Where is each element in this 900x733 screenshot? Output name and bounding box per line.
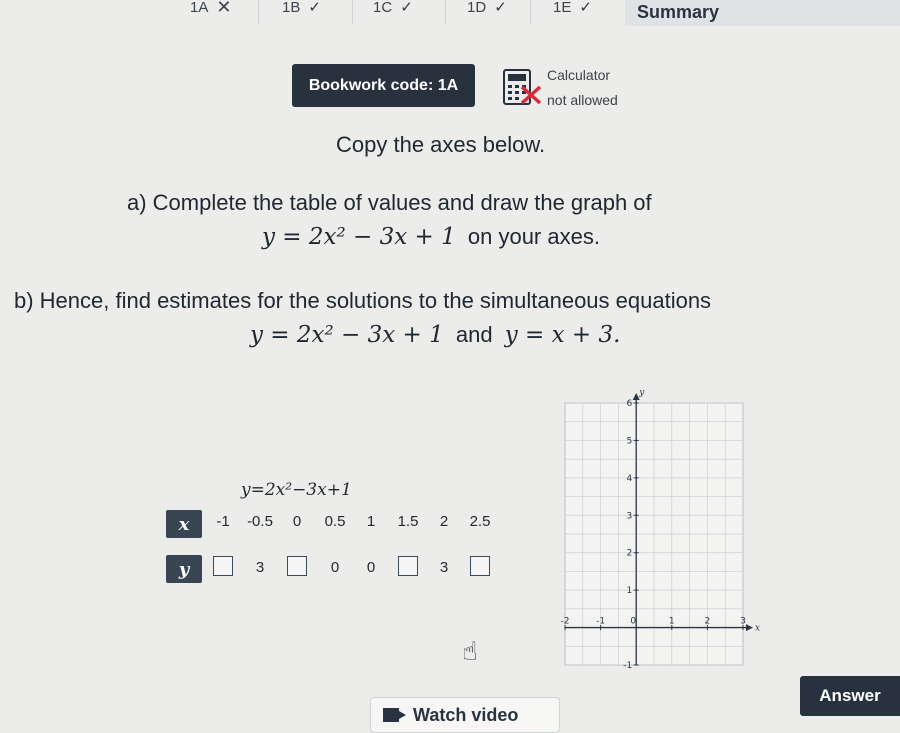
y-tick-label: -1 [623,661,633,671]
part-b-and: and [455,322,493,347]
x-tick-label: 3 [740,616,746,627]
y-value: 3 [439,559,449,576]
tab-1c[interactable] [373,0,413,20]
tab-1d-label: 1D [467,0,487,16]
tab-1a[interactable] [190,0,231,20]
x-tick-label: -2 [560,616,570,627]
tab-strip [0,0,900,24]
check-icon: ✓ [579,0,592,16]
y-answer-box[interactable] [470,556,490,576]
part-a-equation-line [262,224,600,250]
x-axis-label: x [755,623,761,634]
calculator-label: Calculator [547,67,611,83]
y-axis-label: y [639,388,645,398]
y-tick-label: 2 [626,548,633,559]
part-b-text: b) Hence, find estimates for the solutions to the simultaneous equations [14,288,712,313]
bookwork-code: Bookwork code: 1A [292,64,475,107]
y-tick-label: 5 [626,436,633,447]
x-value: -0.5 [247,513,273,530]
y-value: 0 [330,559,340,576]
x-value: 2.5 [469,513,491,530]
x-tick-label: 0 [630,616,637,627]
question-intro: Copy the axes below. [336,132,546,157]
tab-1b-label: 1B [282,0,301,16]
part-b-equation-2: y = x + 3. [504,322,621,348]
check-icon: ✓ [308,0,321,16]
tab-1c-label: 1C [373,0,393,16]
part-a-text-end: on your axes. [467,224,600,249]
answer-button[interactable]: Answer [800,676,900,716]
x-tick-label: 2 [704,616,711,627]
calculator-status: not allowed [547,92,618,108]
tab-1e[interactable] [553,0,592,20]
tab-1a-label: 1A [190,0,209,16]
check-icon: ✓ [494,0,507,16]
y-tick-label: 6 [626,399,633,409]
x-value: -1 [216,513,230,530]
calculator-not-allowed-icon [500,67,544,107]
tab-1b[interactable] [282,0,321,20]
x-tick-label: -1 [596,616,606,627]
part-b-equation-1: y = 2x² − 3x + 1 [250,322,444,348]
watch-video-label: Watch video [413,704,519,725]
y-answer-box[interactable] [287,556,307,576]
y-value: 3 [255,559,265,576]
tab-summary[interactable]: Summary [625,0,900,26]
video-camera-icon [383,708,399,722]
y-value: 0 [366,559,376,576]
table-y-header: y [166,555,202,583]
y-answer-box[interactable] [213,556,233,576]
check-icon: ✓ [400,0,413,16]
y-tick-label: 4 [626,473,633,484]
watch-video-button[interactable] [370,697,560,733]
hand-cursor-icon: ☝ [462,636,478,666]
axes-grid [555,385,761,675]
tab-1e-label: 1E [553,0,572,16]
x-axis-arrow [746,624,753,631]
y-tick-label: 3 [626,511,633,522]
table-x-header: x [166,510,202,538]
x-value: 2 [439,513,449,530]
y-answer-box[interactable] [398,556,418,576]
x-value: 1.5 [397,513,419,530]
y-tick-label: 1 [626,586,633,597]
x-value: 1 [366,513,376,530]
cross-icon: ✕ [216,0,232,17]
table-title: y=2x²−3x+1 [241,480,352,500]
part-a-equation: y = 2x² − 3x + 1 [262,224,456,250]
tab-1d[interactable] [467,0,507,20]
part-a-text: a) Complete the table of values and draw the graph of [127,190,652,215]
x-tick-label: 1 [668,616,675,627]
x-value: 0.5 [324,513,346,530]
part-b-equations-line [250,322,620,348]
x-value: 0 [292,513,302,530]
